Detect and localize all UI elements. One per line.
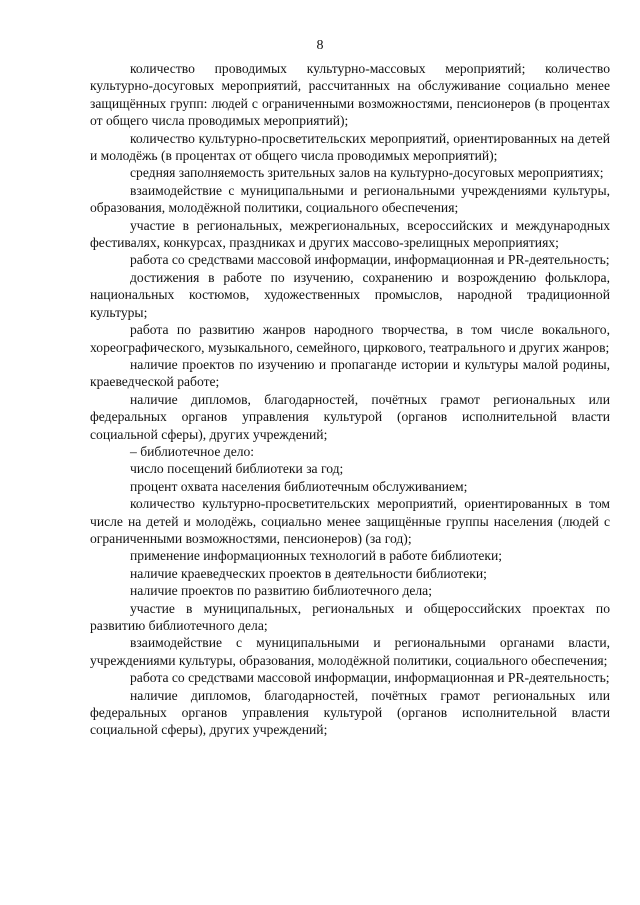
- paragraph: количество проводимых культурно-массовых мероприятий; количество культурно-досуговых мероприятий, рассчитанных на обслуживание социально менее защищённых групп: людей с ограниченными возможностями, пенсионеров (в процентах от общего числа проводимых мероприятий);: [90, 61, 610, 129]
- paragraph: наличие дипломов, благодарностей, почётных грамот региональных или федеральных органов управления культурой (органов исполнительной власти социальной сферы), других учреждений;: [90, 391, 610, 442]
- paragraph: работа по развитию жанров народного творчества, в том числе вокального, хореографического, музыкального, семейного, циркового, театрального и других жанров;: [90, 322, 610, 355]
- paragraph: количество культурно-просветительских мероприятий, ориентированных на детей и молодёжь (в процентах от общего числа проводимых мероприятий);: [90, 130, 610, 164]
- paragraph: наличие проектов по изучению и пропаганде истории и культуры малой родины, краеведческой работе;: [90, 356, 610, 390]
- paragraph: количество культурно-просветительских мероприятий, ориентированных в том числе на детей и молодёжь, социально менее защищённые группы населения (людей с ограниченными возможностями, пенсионеров) (за год);: [90, 496, 610, 546]
- page-number: 8: [316, 38, 324, 53]
- paragraph: средняя заполняемость зрительных залов на культурно-досуговых мероприятиях;: [130, 165, 604, 181]
- paragraph: взаимодействие с муниципальными и региональными органами власти, учреждениями культуры, образования, молодёжной политики, социального обеспечения;: [90, 635, 610, 668]
- paragraph: работа со средствами массовой информации, информационная и PR-деятельность;: [130, 670, 610, 686]
- section-heading-library: – библиотечное дело:: [130, 443, 255, 459]
- paragraph: наличие дипломов, благодарностей, почётных грамот региональных или федеральных органов управления культурой (органов исполнительной власти социальной сферы), других учреждений;: [90, 687, 610, 738]
- paragraph: участие в региональных, межрегиональных, всероссийских и международных фестивалях, конкурсах, праздниках и других массово-зрелищных мероприятиях;: [90, 217, 610, 251]
- paragraph: работа со средствами массовой информации, информационная и PR-деятельность;: [130, 252, 610, 268]
- paragraph: наличие проектов по развитию библиотечного дела;: [130, 583, 432, 599]
- paragraph: достижения в работе по изучению, сохранению и возрождению фольклора, национальных костюмов, художественных промыслов, народной традиционной культуры;: [90, 269, 610, 320]
- paragraph: процент охвата населения библиотечным обслуживанием;: [130, 478, 468, 494]
- paragraph: число посещений библиотеки за год;: [130, 461, 344, 477]
- paragraph: наличие краеведческих проектов в деятельности библиотеки;: [130, 565, 487, 581]
- paragraph: участие в муниципальных, региональных и общероссийских проектах по развитию библиотечного дела;: [90, 600, 610, 633]
- document-body: [90, 60, 610, 739]
- paragraph: взаимодействие с муниципальными и региональными учреждениями культуры, образования, молодёжной политики, социального обеспечения;: [90, 182, 610, 216]
- paragraph: применение информационных технологий в работе библиотеки;: [130, 548, 503, 564]
